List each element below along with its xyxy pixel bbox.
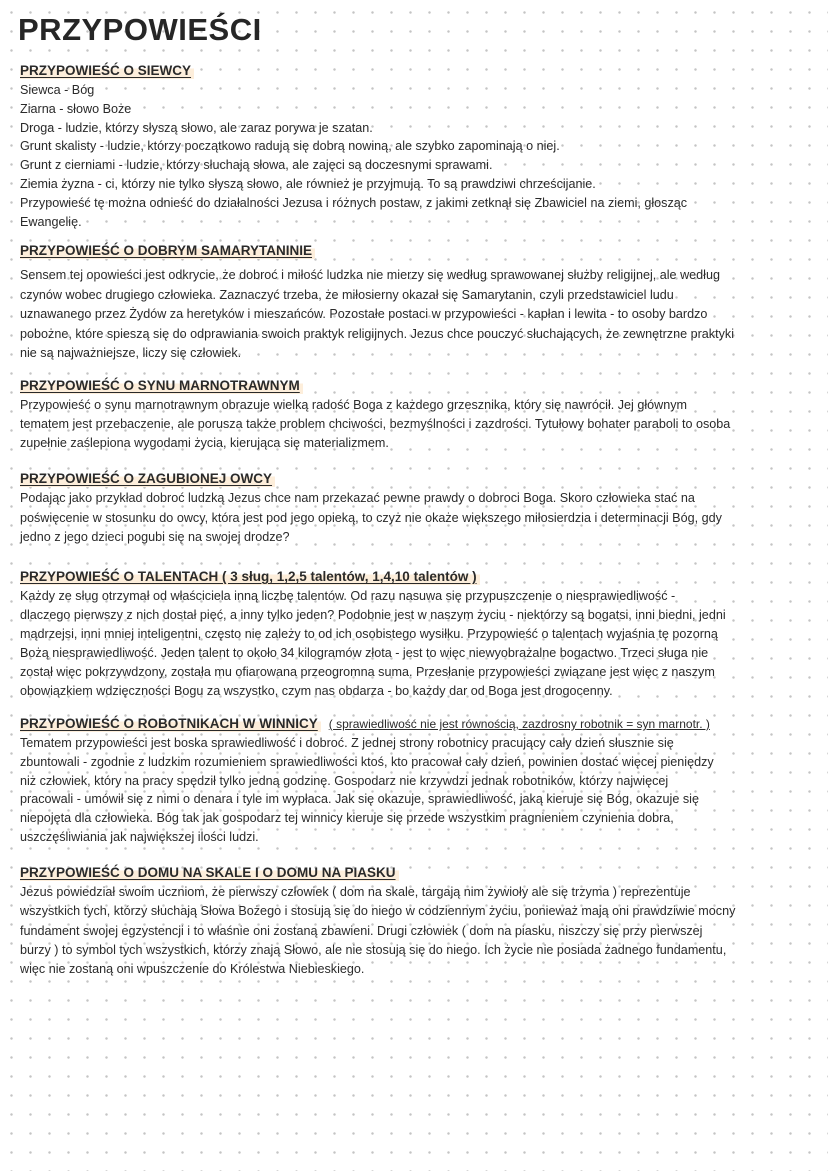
text-line: nie są najważniejsze, liczy się człowiek. <box>20 346 242 361</box>
section-dom-na-skale <box>20 864 818 979</box>
text-line: niepojęta dla człowieka. Bóg tak jak gospodarz tej winnicy kieruje się przede wszystkim pragnieniem czynienia dobra, <box>20 811 674 826</box>
section-heading: PRZYPOWIEŚĆ O ROBOTNIKACH W WINNICY <box>20 716 321 732</box>
text-line: pobożne, które spieszą się do odprawiania swoich praktyk religijnych. Jezus chce pouczyć słuchających, że zewnętrzne praktyki <box>20 326 734 341</box>
text-line: czynów wobec drugiego człowieka. Zaznaczyć trzeba, że miłosierny okazał się Samarytanin, czyli przedstawiciel ludu <box>20 287 674 302</box>
section-syn-marnotrawny <box>20 377 818 452</box>
section-talenty <box>20 568 818 701</box>
text-line: uszczęśliwiania jak największej ilości ludzi. <box>20 829 259 844</box>
text-line: Przypowieść tę można odnieść do działalności Jezusa i różnych postaw, z jakimi zetknął się Zbawiciel na ziemi, głosząc <box>20 195 688 210</box>
text-line: Droga - ludzie, którzy słyszą słowo, ale zaraz porywa je szatan. <box>20 120 373 135</box>
section-samarytanin <box>20 242 818 364</box>
text-line: Siewca - Bóg <box>20 83 95 97</box>
page-title: PRZYPOWIEŚCI <box>18 12 262 47</box>
text-line: Grunt skalisty - ludzie, którzy początkowo radują się dobrą nowiną, ale szybko zapominają o niej. <box>20 139 560 154</box>
text-line: pracowali - umówił się z nimi o denara i tyle im wypłaca. Jak się okazuje, sprawiedliwość, jaką kieruje się Bóg, okazuje się <box>20 792 699 807</box>
text-line: uznawanego przez Żydów za heretyków i mieszańców. Pozostałe postaci w przypowieści - kapłan i lewita - to osoby bardzo <box>20 307 708 322</box>
text-line: zupełnie zaślepiona wygodami życia, kierująca się materializmem. <box>20 435 389 450</box>
text-line: Bożą niesprawiedliwość. Jeden talent to około 34 kilogramów złota - jest to więc niewyobrażalne bogactwo. Trzeci sługa nie <box>20 646 709 660</box>
text-line: poświęcenie w stosunku do owcy, która jest pod jego opieką, to czyż nie okaże większego miłosierdzia i determinacji Bóg, gdy <box>20 510 722 525</box>
text-line: Sensem tej opowieści jest odkrycie, że dobroć i miłość ludzka nie mierzy się według sprawowanej służby religijnej, ale według <box>20 268 720 282</box>
text-line: Każdy ze sług otrzymał od właściciela inną liczbę talentów. Od razu nasuwa się przypuszczenie o niesprawiedliwość - <box>20 589 676 603</box>
section-siewca <box>20 62 818 231</box>
text-line: został więc pokrzywdzony, została mu ofiarowana przeogromna suma. Przesłanie przypowieści związane jest więc z naszym <box>20 665 715 679</box>
text-line: wszystkich tych, którzy słuchają Słowa Bożego i stosują się do niego w codziennym życiu, ponieważ mają oni prawdziwie mocny <box>20 904 736 919</box>
text-line: Jezus powiedział swoim uczniom, że pierwszy człowiek ( dom na skale, targają nim żywioły ale się trzyma ) reprezentuje <box>20 885 691 899</box>
section-heading: PRZYPOWIEŚĆ O ZAGUBIONEJ OWCY <box>20 471 275 487</box>
text-line: jedno z jego dzieci pogubi się na swojej drodze? <box>20 530 290 545</box>
text-line: mądrzejsi, inni mniej inteligentni, często nie zależy to od ich osobistego wysiłku. Przypowieść o talentach wyjaśnia tę pozorną <box>20 627 718 641</box>
text-line: Podając jako przykład dobroć ludzką Jezus chce nam przekazać pewne prawdy o dobroci Boga. Skoro człowieka stać na <box>20 491 695 505</box>
text-line: zbuntowali - zgodnie z ludzkim rozumieniem sprawiedliwości ktoś, kto pracował cały dzień, powinien dostać więcej pieniędzy <box>20 754 714 769</box>
section-heading: PRZYPOWIEŚĆ O TALENTACH ( 3 sług, 1,2,5 talentów, 1,4,10 talentów ) <box>20 569 480 585</box>
section-note: ( sprawiedliwość nie jest równością, zazdrosny robotnik = syn marnotr. ) <box>328 717 710 731</box>
text-line: Ziemia żyzna - ci, którzy nie tylko słyszą słowo, ale również je przyjmują. To są prawdziwi chrześcijanie. <box>20 176 596 191</box>
section-zagubiona-owca <box>20 470 818 548</box>
text-line: dlaczego pierwszy z nich dostał pięć, a inny tylko jeden? Podobnie jest w naszym życiu - niektórzy są bogatsi, inni biedni, jedni <box>20 608 726 622</box>
text-line: burzy ) to symbol tych wszystkich, którzy znają Słowo, ale nie stosują się do niego. Ich życie nie posiada żadnego fundamentu, <box>20 942 727 957</box>
text-line: Ewangelię. <box>20 214 82 229</box>
text-line: więc nie zostaną oni wpuszczenie do Królestwa Niebieskiego. <box>20 962 365 977</box>
text-line: niż człowiek, który na pracy spędził tylko jedną godzinę. Gospodarz nie krzywdzi jednak robotników, którzy najwięcej <box>20 773 669 788</box>
section-heading: PRZYPOWIEŚĆ O DOMU NA SKALE I O DOMU NA PIASKU <box>20 865 399 881</box>
text-line: Tematem przypowieści jest boska sprawiedliwość i dobroć. Z jednej strony robotnicy pracujący cały dzień słusznie się <box>20 736 674 750</box>
section-robotnicy-winnica <box>20 715 818 847</box>
text-line: tematem jest przebaczenie, ale porusza także problem chciwości, bezmyślności i zazdrości. Tytułowy bohater paraboli to osoba <box>20 416 731 431</box>
section-heading: PRZYPOWIEŚĆ O DOBRYM SAMARYTANINIE <box>20 243 315 259</box>
text-line: obowiązkiem wdzięczności Bogu za wszystko, czym nas obdarza - bo każdy dar od Boga jest drogocenny. <box>20 684 613 698</box>
text-line: fundament swojej egzystencji i to właśnie oni zostaną zbawieni. Drugi człowiek ( dom na piasku, niszczy się przy pierwszej <box>20 923 703 938</box>
text-line: Ziarna - słowo Boże <box>20 101 132 116</box>
text-line: Grunt z cierniami - ludzie, którzy słuchają słowa, ale zajęci są doczesnymi sprawami. <box>20 158 493 173</box>
section-heading: PRZYPOWIEŚĆ O SIEWCY <box>20 63 194 79</box>
section-heading: PRZYPOWIEŚĆ O SYNU MARNOTRAWNYM <box>20 378 303 394</box>
text-line: Przypowieść o synu marnotrawnym obrazuje wielką radość Boga z każdego grzesznika, który się nawrócił. Jej głównym <box>20 398 688 412</box>
